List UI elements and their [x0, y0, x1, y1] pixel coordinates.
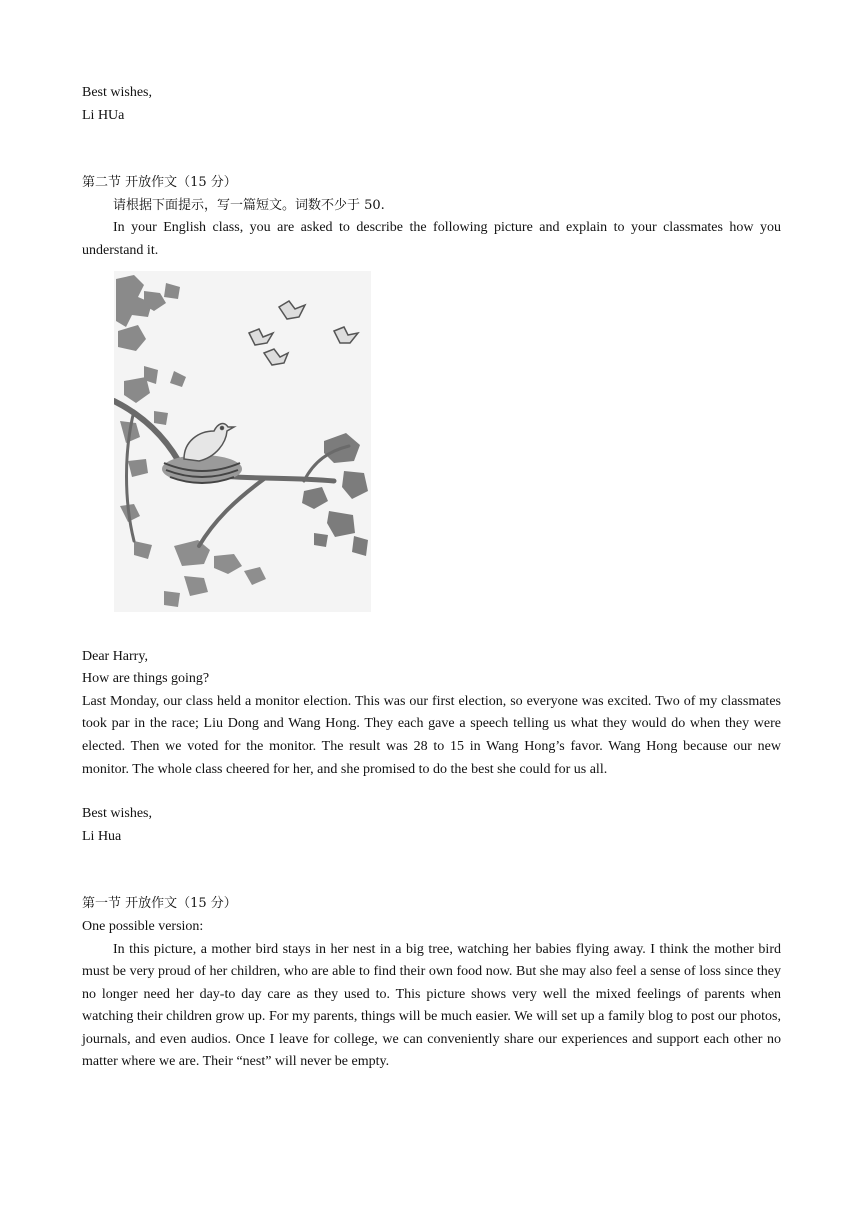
letter-opening: How are things going?: [82, 671, 210, 687]
letter-name: Li Hua: [82, 828, 122, 844]
letter-greeting: Dear Harry,: [82, 648, 148, 664]
closing-name: Li HUa: [82, 107, 125, 123]
closing-wishes: Best wishes,: [82, 85, 152, 100]
section2-instruction-en: In your English class, you are asked to describe the following picture and explain to your classmates how you understand it.: [82, 220, 781, 258]
spacer: [82, 781, 781, 803]
letter-wishes: Best wishes,: [82, 806, 152, 822]
letter-body: Last Monday, our class held a monitor election. This was our first election, so everyone was excited. Two of my classmates took par in the race; Liu Dong and Wang Hong. They each gave a speech telling us what they would do when they were elected. Then we voted for the monitor. The result was 28 to 15 in Wang Hong’s favor. Wang Hong because our new monitor. The whole class cheered for her, and she promised to do the best she could for us all.: [82, 693, 781, 777]
spacer: [82, 848, 781, 893]
section1-label: One possible version:: [82, 918, 204, 934]
sample-essay: In this picture, a mother bird stays in her nest in a big tree, watching her babies flying away. I think the mother bird must be very proud of her children, who are able to find their own food now. But she may also feel a sense of loss since they no longer need her day-to day care as they used to. This picture shows very well the mixed feelings of parents when watching their children grow up. For my parents, things will be much easier. We will set up a family blog to post our photos, journals, and even audios. Once I leave for college, we can conveniently share our experiences and support each other no matter where we are. Their “nest” will never be empty.: [82, 941, 781, 1070]
section2-instruction-cn: 请根据下面提示，写一篇短文。词数不少于 50.: [113, 197, 385, 213]
nest-bird-illustration: [114, 271, 371, 612]
document-page: [82, 82, 781, 1074]
section2-heading: 第二节 开放作文（15 分）: [82, 175, 237, 191]
spacer: [82, 127, 781, 172]
section1-heading: 第一节 开放作文（15 分）: [82, 896, 237, 912]
nest-bird-icon: [114, 271, 371, 612]
spacer: [82, 612, 781, 646]
